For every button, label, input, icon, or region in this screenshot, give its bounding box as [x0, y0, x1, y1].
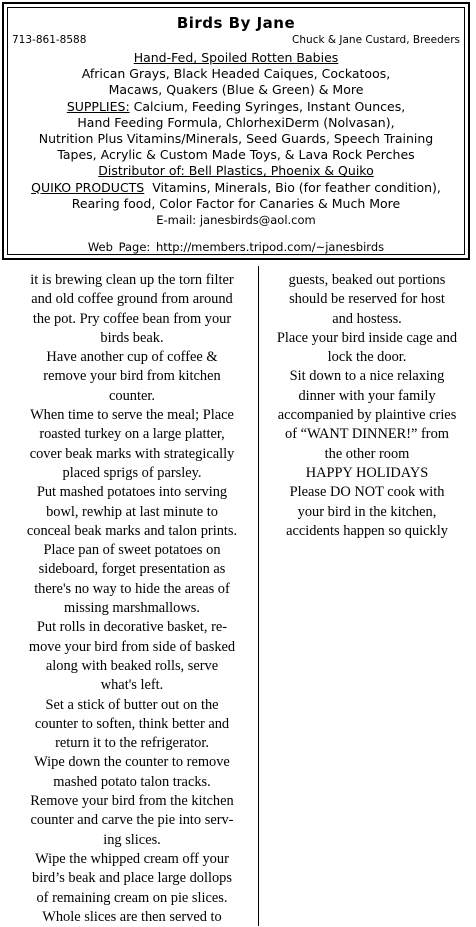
text-line: move your bird from side of basked: [28, 638, 236, 655]
text-line: mashed potato talon tracks.: [53, 773, 211, 790]
text-line: the pot. Pry coffee bean from your: [32, 310, 232, 327]
advertisement-inner-border: [7, 7, 465, 255]
column-divider: [258, 266, 259, 926]
text-line: dinner with your family: [298, 387, 436, 404]
quiko-label: QUIKO PRODUCTS: [31, 179, 145, 195]
text-line: and hostess.: [332, 310, 402, 327]
text-line: Please DO NOT cook with: [289, 484, 445, 501]
left-text-column: [14, 271, 250, 927]
text-line: Put mashed potatoes into serving: [36, 484, 228, 501]
supplies-text: Calcium, Feeding Syringes, Instant Ounces,: [129, 98, 406, 114]
text-line: along with beaked rolls, serve: [45, 657, 219, 674]
breeders-names: Chuck & Jane Custard, Breeders: [292, 34, 460, 46]
tagline: Hand-Fed, Spoiled Rotten Babies: [133, 50, 339, 65]
birds-line: African Grays, Black Headed Caiques, Cockatoos,: [81, 66, 391, 82]
text-line: accompanied by plaintive cries: [277, 407, 457, 424]
text-line: counter and carve the pie into serv-: [30, 812, 234, 829]
text-line: guests, beaked out portions: [288, 272, 446, 288]
distributor-line: Distributor of: Bell Plastics, Phoenix & Quiko: [98, 163, 374, 179]
web-page-address: Web Page: http://members.tripod.com/~janesbirds: [87, 240, 385, 254]
text-line: Wipe the whipped cream off your: [35, 850, 229, 867]
text-line: of remaining cream on pie slices.: [36, 889, 228, 906]
text-line: remove your bird from kitchen: [43, 368, 221, 385]
quiko-line: Rearing food, Color Factor for Canaries & Much More: [71, 195, 401, 211]
text-line: Place your bird inside cage and: [276, 329, 458, 346]
text-line: conceal beak marks and talon prints.: [26, 522, 238, 539]
text-line: bowl, rewhip at last minute to: [46, 503, 218, 520]
text-line: birds beak.: [100, 329, 164, 346]
text-line: your bird in the kitchen,: [297, 503, 437, 520]
text-line: When time to serve the meal; Place: [30, 407, 234, 424]
text-line: Set a stick of butter out on the: [45, 696, 219, 713]
text-line: lock the door.: [327, 349, 407, 366]
birds-line: Macaws, Quakers (Blue & Green) & More: [108, 82, 364, 98]
text-line: missing marshmallows.: [64, 600, 200, 617]
text-line: Wipe down the counter to remove: [34, 754, 230, 771]
text-line: counter to soften, think better and: [34, 715, 230, 732]
text-line: Sit down to a nice relaxing: [289, 368, 445, 385]
text-line: Have another cup of coffee &: [46, 349, 218, 366]
right-text-column: [264, 271, 470, 541]
text-line: accidents happen so quickly: [286, 522, 448, 539]
supplies-line: [8, 99, 464, 115]
supplies-label: SUPPLIES:: [66, 98, 130, 114]
supplies-line: Hand Feeding Formula, ChlorhexiDerm (Nolvasan),: [77, 114, 395, 130]
business-name: Birds By Jane: [176, 14, 296, 32]
text-line: sideboard, forget presentation as: [38, 561, 226, 578]
advertisement-text: [8, 50, 464, 228]
text-line: placed sprigs of parsley.: [62, 464, 202, 481]
text-line: ing slices.: [103, 831, 161, 848]
text-line: there's no way to hide the areas of: [34, 580, 230, 597]
text-line: counter.: [109, 387, 155, 404]
contact-row: [12, 34, 460, 46]
text-line: the other room: [324, 445, 410, 462]
text-line: should be reserved for host: [289, 291, 445, 308]
supplies-line: Nutrition Plus Vitamins/Minerals, Seed Guards, Speech Training: [38, 131, 434, 147]
text-line: Whole slices are then served to: [42, 908, 222, 925]
quiko-text: Vitamins, Minerals, Bio (for feather condition),: [144, 179, 441, 195]
text-line: Put rolls in decorative basket, re-: [36, 619, 228, 636]
advertisement-box: [2, 2, 470, 260]
text-line: and old coffee ground from around: [31, 291, 233, 308]
text-line: roasted turkey on a large platter,: [39, 426, 225, 443]
text-line: HAPPY HOLIDAYS: [305, 464, 429, 481]
text-line: of “WANT DINNER!” from: [285, 426, 449, 443]
text-line: bird’s beak and place large dollops: [32, 870, 232, 887]
text-line: what's left.: [100, 677, 164, 694]
supplies-line: Tapes, Acrylic & Custom Made Toys, & Lava Rock Perches: [57, 147, 415, 163]
text-line: return it to the refrigerator.: [55, 735, 209, 752]
text-line: cover beak marks with strategically: [29, 445, 235, 462]
quiko-line: [8, 180, 464, 196]
text-line: Place pan of sweet potatoes on: [43, 542, 221, 559]
text-line: it is brewing clean up the torn filter: [30, 272, 234, 288]
email-address: E-mail: janesbirds@aol.com: [156, 213, 316, 228]
text-line: Remove your bird from the kitchen: [30, 793, 234, 810]
phone-number: 713-861-8588: [12, 34, 87, 46]
